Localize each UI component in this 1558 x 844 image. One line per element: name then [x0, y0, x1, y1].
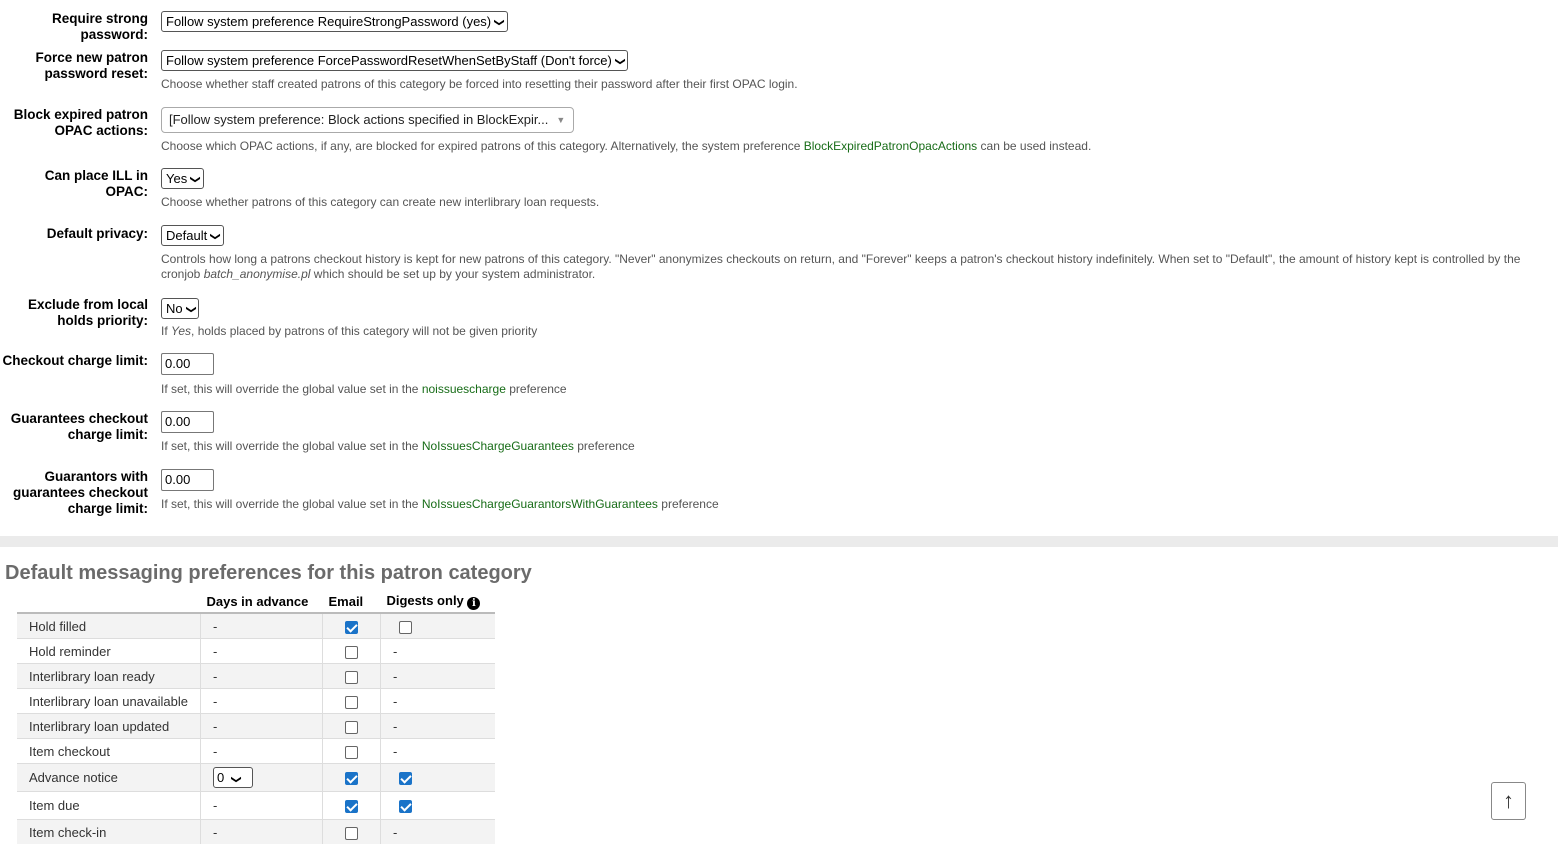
table-row — [17, 664, 495, 689]
block-expired-hint-tail: can be used instead. — [981, 139, 1092, 153]
checkout-hint-text: If set, this will override the global value set in the — [161, 382, 418, 396]
header-digests-only — [380, 590, 495, 613]
table-row — [17, 739, 495, 764]
chevron-down-icon: ❯ — [206, 232, 225, 240]
require-strong-password-value: Follow system preference RequireStrongPassword (yes) — [166, 14, 491, 29]
days-in-advance-value: 0 — [217, 770, 224, 785]
days-in-advance-cell: - — [200, 739, 322, 764]
exclude-local-holds-hint — [161, 324, 537, 339]
chevron-down-icon: ❯ — [186, 175, 205, 183]
days-in-advance-cell: - — [200, 639, 322, 664]
digests-only-cell: - — [380, 739, 495, 764]
email-cell — [322, 714, 380, 739]
table-row — [17, 792, 495, 820]
exclude-local-holds-value: No — [166, 301, 183, 316]
force-password-reset-label: Force new patron password reset: — [0, 50, 148, 82]
can-place-ill-label: Can place ILL in OPAC: — [0, 168, 148, 200]
block-expired-value: [Follow system preference: Block actions specified in BlockExpir... — [169, 112, 548, 127]
email-cell — [322, 639, 380, 664]
email-cell — [322, 764, 380, 792]
message-type-cell: Interlibrary loan ready — [17, 664, 200, 689]
days-in-advance-cell: - — [200, 689, 322, 714]
days-in-advance-cell: - — [200, 792, 322, 820]
block-expired-label: Block expired patron OPAC actions: — [0, 107, 148, 139]
messaging-section-title: Default messaging preferences for this patron category — [5, 561, 532, 585]
default-privacy-label: Default privacy: — [0, 226, 148, 242]
cronjob-name: batch_anonymise.pl — [204, 267, 311, 281]
guarantors-charge-limit-label: Guarantors with guarantees checkout charge limit: — [0, 469, 148, 517]
can-place-ill-select[interactable] — [161, 168, 204, 189]
email-cell — [322, 613, 380, 639]
can-place-ill-value: Yes — [166, 171, 187, 186]
chevron-down-icon: ❯ — [490, 18, 509, 26]
message-type-cell: Hold filled — [17, 613, 200, 639]
require-strong-password-label: Require strong password: — [0, 11, 148, 43]
email-checkbox[interactable] — [345, 671, 358, 684]
message-type-cell: Item check-in — [17, 820, 200, 844]
guarantees-hint-tail: preference — [577, 439, 634, 453]
digests-only-checkbox[interactable] — [399, 621, 412, 634]
digests-only-checkbox[interactable] — [399, 772, 412, 785]
table-row — [17, 820, 495, 844]
require-strong-password-select[interactable] — [161, 11, 508, 32]
caret-down-icon: ▼ — [556, 108, 565, 132]
email-checkbox[interactable] — [345, 800, 358, 813]
default-privacy-hint-text: Controls how long a patrons checkout history is kept for new patrons of this category. "Never" anonymizes checkouts on return, and "Forever" keeps a patron's checkout history indefinitely. When set to "Default", the amount of history kept is controlled by the cronjob — [161, 252, 1520, 281]
table-header-row — [17, 590, 495, 613]
email-cell — [322, 739, 380, 764]
noissueschargeguarantorswithguarantees-link[interactable]: NoIssuesChargeGuarantorsWithGuarantees — [422, 497, 658, 511]
digests-only-cell: - — [380, 664, 495, 689]
email-checkbox[interactable] — [345, 772, 358, 785]
block-expired-pref-link[interactable]: BlockExpiredPatronOpacActions — [804, 139, 977, 153]
table-row — [17, 689, 495, 714]
default-privacy-select[interactable] — [161, 225, 224, 246]
block-expired-hint — [161, 139, 1091, 154]
exclude-local-holds-select[interactable] — [161, 298, 199, 319]
guarantees-hint-text: If set, this will override the global value set in the — [161, 439, 418, 453]
table-row — [17, 714, 495, 739]
block-expired-hint-text: Choose which OPAC actions, if any, are blocked for expired patrons of this category. Alternatively, the system preference — [161, 139, 800, 153]
table-row — [17, 613, 495, 639]
table-row — [17, 639, 495, 664]
email-cell — [322, 689, 380, 714]
exclude-hint-yes: Yes — [171, 324, 191, 338]
email-checkbox[interactable] — [345, 646, 358, 659]
days-in-advance-select[interactable] — [213, 767, 253, 788]
default-privacy-hint-tail: which should be set up by your system administrator. — [314, 267, 595, 281]
guarantors-charge-limit-hint — [161, 497, 719, 512]
email-checkbox[interactable] — [345, 621, 358, 634]
digests-only-checkbox[interactable] — [399, 800, 412, 813]
header-message-type — [17, 590, 200, 613]
email-cell — [322, 664, 380, 689]
default-privacy-hint — [161, 252, 1536, 282]
message-type-cell: Advance notice — [17, 764, 200, 792]
email-cell — [322, 792, 380, 820]
digests-only-cell: - — [380, 639, 495, 664]
email-checkbox[interactable] — [345, 696, 358, 709]
noissuescharge-link[interactable]: noissuescharge — [422, 382, 506, 396]
days-in-advance-cell: - — [200, 714, 322, 739]
days-in-advance-cell: - — [200, 664, 322, 689]
digests-only-cell: - — [380, 689, 495, 714]
checkout-hint-tail: preference — [509, 382, 566, 396]
email-cell — [322, 820, 380, 844]
message-type-cell: Interlibrary loan unavailable — [17, 689, 200, 714]
message-type-cell: Item due — [17, 792, 200, 820]
days-in-advance-cell — [200, 764, 322, 792]
guarantors-hint-tail: preference — [661, 497, 718, 511]
force-password-reset-hint: Choose whether staff created patrons of this category be forced into resetting their password after their first OPAC login. — [161, 77, 798, 92]
days-in-advance-cell: - — [200, 820, 322, 844]
messaging-preferences-table — [17, 590, 495, 844]
info-icon[interactable]: i — [467, 597, 480, 610]
email-checkbox[interactable] — [345, 721, 358, 734]
exclude-local-holds-label: Exclude from local holds priority: — [0, 297, 148, 329]
email-checkbox[interactable] — [345, 827, 358, 840]
checkout-charge-limit-input[interactable]: 0.00 — [161, 353, 214, 375]
guarantees-charge-limit-label: Guarantees checkout charge limit: — [0, 411, 148, 443]
digests-only-cell — [380, 792, 495, 820]
message-type-cell: Hold reminder — [17, 639, 200, 664]
arrow-up-icon: ↑ — [1503, 788, 1514, 813]
digests-only-cell: - — [380, 820, 495, 844]
checkout-charge-limit-hint — [161, 382, 567, 397]
back-to-top-button[interactable] — [1491, 782, 1526, 820]
digests-only-cell — [380, 613, 495, 639]
email-checkbox[interactable] — [345, 746, 358, 759]
noissueschargeguarantees-link[interactable]: NoIssuesChargeGuarantees — [422, 439, 574, 453]
section-divider — [0, 536, 1558, 547]
digests-only-cell — [380, 764, 495, 792]
exclude-hint-if: If — [161, 324, 168, 338]
days-in-advance-cell: - — [200, 613, 322, 639]
guarantors-charge-limit-input[interactable]: 0.00 — [161, 469, 214, 491]
digests-only-cell: - — [380, 714, 495, 739]
chevron-down-icon: ❯ — [611, 57, 630, 65]
header-days-in-advance: Days in advance — [200, 590, 322, 613]
message-type-cell: Interlibrary loan updated — [17, 714, 200, 739]
guarantees-charge-limit-hint — [161, 439, 635, 454]
table-row — [17, 764, 495, 792]
checkout-charge-limit-label: Checkout charge limit: — [0, 353, 148, 369]
header-digests-only-label: Digests only — [386, 593, 463, 608]
guarantors-hint-text: If set, this will override the global value set in the — [161, 497, 418, 511]
chevron-down-icon: ❯ — [181, 305, 200, 313]
message-type-cell: Item checkout — [17, 739, 200, 764]
force-password-reset-select[interactable] — [161, 50, 628, 71]
default-privacy-value: Default — [166, 228, 207, 243]
guarantees-charge-limit-input[interactable]: 0.00 — [161, 411, 214, 433]
chevron-down-icon: ❯ — [227, 775, 246, 783]
can-place-ill-hint: Choose whether patrons of this category can create new interlibrary loan requests. — [161, 195, 599, 210]
header-email: Email — [322, 590, 380, 613]
exclude-hint-tail: , holds placed by patrons of this category will not be given priority — [191, 324, 537, 338]
force-password-reset-value: Follow system preference ForcePasswordResetWhenSetByStaff (Don't force) — [166, 53, 612, 68]
block-expired-select[interactable] — [161, 107, 574, 133]
